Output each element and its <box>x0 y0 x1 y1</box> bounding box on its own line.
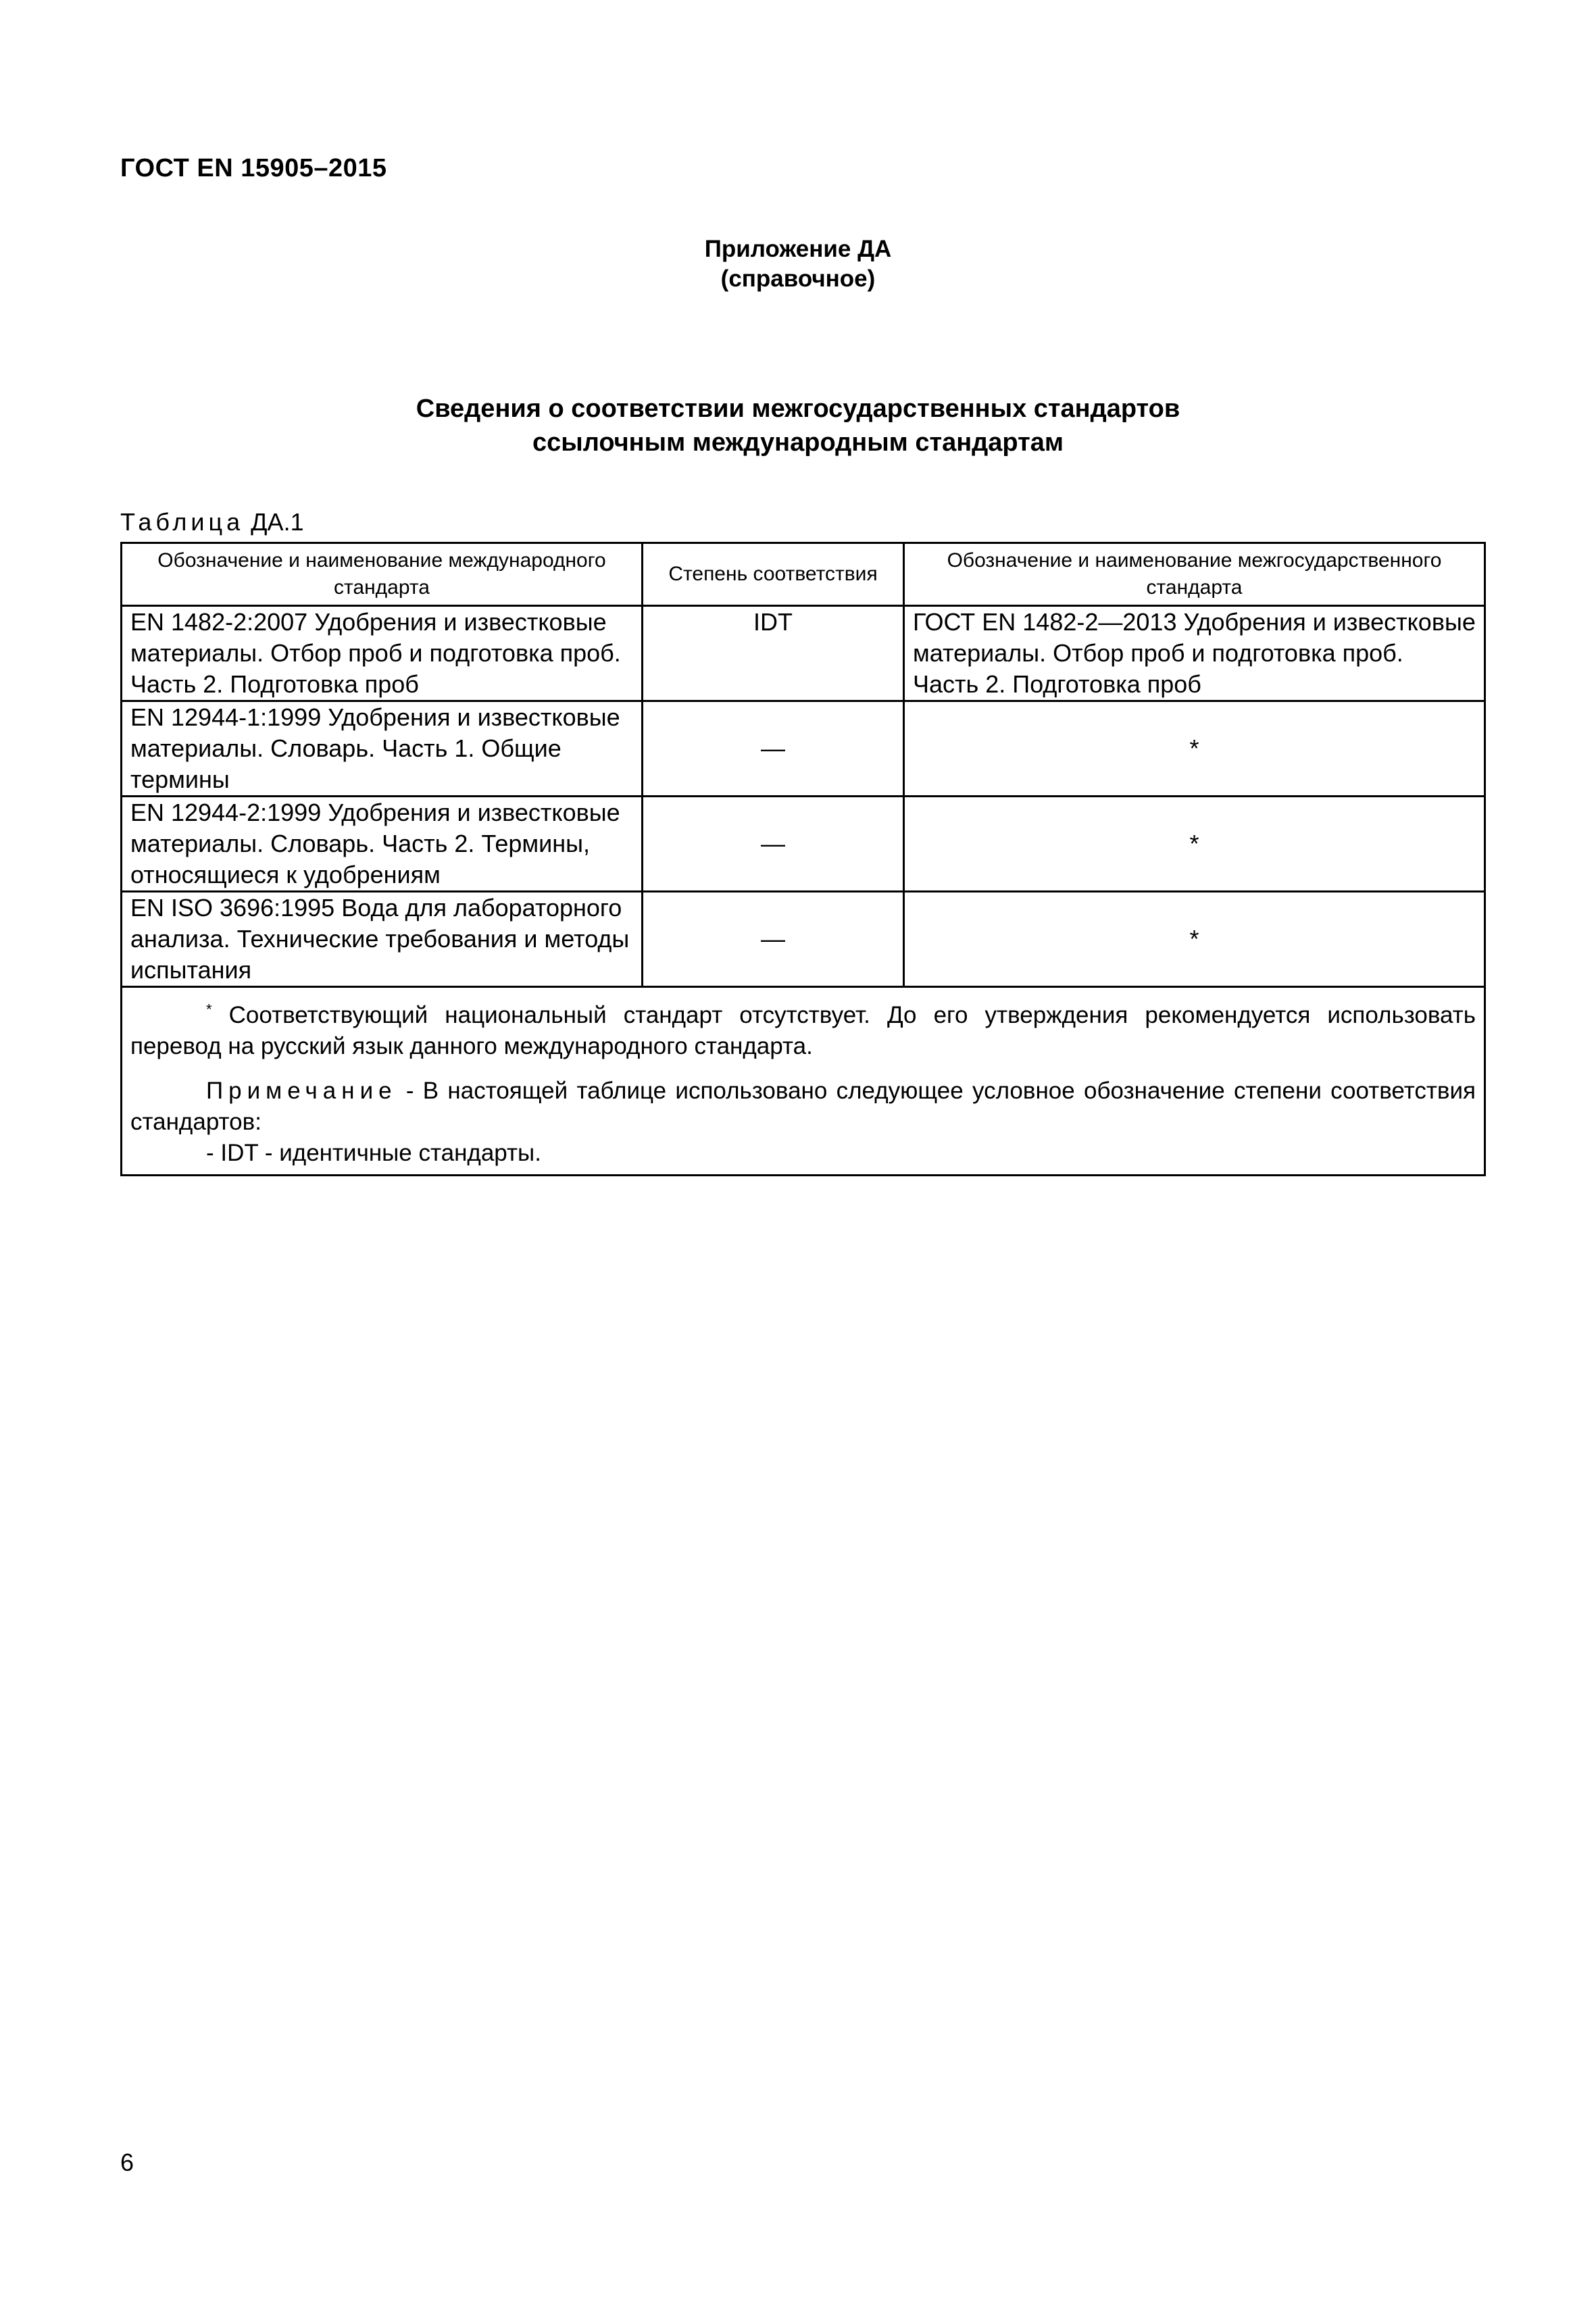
table-note <box>130 1076 1476 1138</box>
cell-interstate: * <box>904 797 1485 892</box>
cell-interstate: ГОСТ EN 1482-2—2013 Удобрения и известковые материалы. Отбор проб и подготовка проб. Часть 2. Подготовка проб <box>904 606 1485 701</box>
table-row <box>122 606 1485 701</box>
table-footnote-row <box>122 987 1485 1176</box>
cell-international: EN 1482-2:2007 Удобрения и известковые материалы. Отбор проб и подготовка проб. Часть 2. Подготовка проб <box>122 606 643 701</box>
cell-degree: — <box>643 892 904 987</box>
footnote-text: Соответствующий национальный стандарт отсутствует. До его утверждения рекомендуется использовать перевод на русский язык данного международного стандарта. <box>130 1002 1476 1059</box>
table-row <box>122 701 1485 797</box>
header-interstate: Обозначение и наименование межгосударственного стандарта <box>904 543 1485 606</box>
cell-international: EN 12944-1:1999 Удобрения и известковые материалы. Словарь. Часть 1. Общие термины <box>122 701 643 797</box>
header-degree: Степень соответствия <box>643 543 904 606</box>
note-text: - В настоящей таблице использовано следующее условное обозначение степени соответствия стандартов: <box>130 1078 1476 1135</box>
section-title <box>0 392 1596 459</box>
cell-degree: IDT <box>643 606 904 701</box>
cell-degree: — <box>643 701 904 797</box>
annex-heading <box>0 234 1596 294</box>
table-header-row <box>122 543 1485 606</box>
correspondence-table-wrap <box>120 542 1484 1176</box>
correspondence-table <box>120 542 1486 1176</box>
cell-interstate: * <box>904 701 1485 797</box>
cell-international: EN 12944-2:1999 Удобрения и известковые материалы. Словарь. Часть 2. Термины, относящиеся к удобрениям <box>122 797 643 892</box>
footnote-mark: * <box>206 1001 212 1018</box>
table-row <box>122 797 1485 892</box>
annex-title: Приложение ДА <box>704 236 892 262</box>
table-caption <box>120 508 304 536</box>
table-caption-word: Таблица <box>120 508 245 536</box>
note-label: Примечание <box>206 1078 397 1104</box>
cell-degree: — <box>643 797 904 892</box>
cell-international: EN ISO 3696:1995 Вода для лабораторного анализа. Технические требования и методы испытания <box>122 892 643 987</box>
section-title-line-1: Сведения о соответствии межгосударственных стандартов <box>416 395 1180 423</box>
note-item: - IDT - идентичные стандарты. <box>206 1140 541 1166</box>
section-title-line-2: ссылочным международным стандартам <box>532 428 1064 457</box>
footnote <box>130 1000 1476 1062</box>
annex-subtitle: (справочное) <box>720 266 876 292</box>
table-row <box>122 892 1485 987</box>
document-id: ГОСТ EN 15905–2015 <box>120 154 387 182</box>
footnote-cell <box>122 987 1485 1176</box>
header-international: Обозначение и наименование международного стандарта <box>122 543 643 606</box>
table-caption-number: ДА.1 <box>251 508 304 536</box>
page-number: 6 <box>120 2148 134 2176</box>
cell-interstate: * <box>904 892 1485 987</box>
